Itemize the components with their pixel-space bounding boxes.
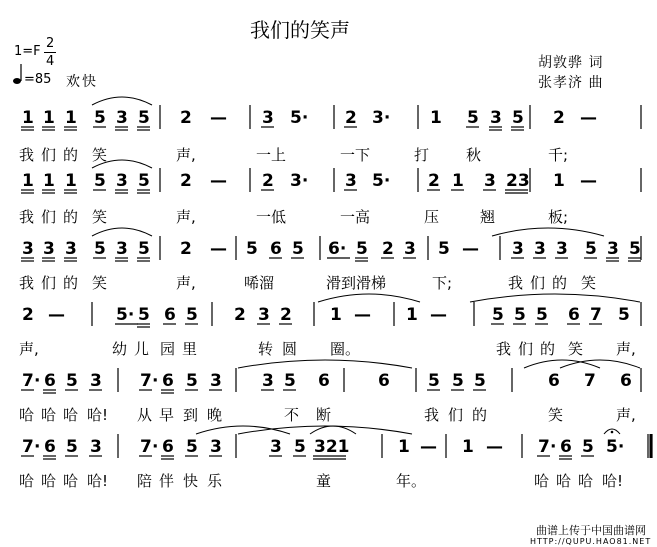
lyric: 声, — [19, 340, 39, 358]
note: 5 — [536, 305, 548, 325]
note: 1 — [462, 437, 474, 457]
note: 3 — [116, 108, 128, 128]
note: 5· — [116, 305, 135, 325]
lyric: 声, — [176, 208, 196, 226]
lyric: 一高 — [340, 208, 371, 226]
note: 3 — [607, 239, 619, 259]
lyric: 不 — [284, 406, 300, 424]
note: 5 — [292, 239, 304, 259]
lyric: 打 — [414, 146, 430, 164]
note: 5 — [186, 371, 198, 391]
lyric: 声, — [616, 340, 636, 358]
footer-url: HTTP://QUPU.HAO81.NET — [530, 537, 652, 546]
note: 5 — [438, 239, 450, 259]
slur — [92, 228, 152, 236]
note: 6 — [620, 371, 632, 391]
note: 5 — [138, 108, 150, 128]
lyric: 一低 — [256, 208, 287, 226]
note: 5 — [514, 305, 526, 325]
lyric: 伴 — [159, 472, 175, 490]
note: 7 — [584, 371, 596, 391]
note: 1 — [65, 171, 77, 191]
lyric: 一下 — [340, 146, 371, 164]
lyric: 下; — [432, 274, 453, 292]
note: 1 — [553, 171, 565, 191]
note: 5 — [629, 239, 641, 259]
note: 3 — [116, 239, 128, 259]
note: 5· — [372, 171, 391, 191]
note: 3 — [90, 437, 102, 457]
note: 3 — [484, 171, 496, 191]
lyric: 晚 — [207, 406, 223, 424]
tempo-marking: =85 — [24, 72, 52, 87]
lyric: 翘 — [480, 208, 496, 226]
lyric: 们 — [530, 274, 546, 292]
lyric: 哈! — [87, 406, 109, 424]
note: 5 — [618, 305, 630, 325]
note: — — [210, 171, 227, 191]
note: 3 — [534, 239, 546, 259]
lyric: 们 — [41, 208, 57, 226]
lyric: 的 — [552, 274, 568, 292]
lyric: 童 — [316, 472, 332, 490]
note: 3 — [262, 371, 274, 391]
lyric: 我 — [19, 146, 35, 164]
note: 6 — [162, 437, 174, 457]
note: 5 — [585, 239, 597, 259]
lyric: 哈 — [63, 406, 79, 424]
note: 1 — [406, 305, 418, 325]
note: 2 — [180, 239, 192, 259]
note: — — [48, 305, 65, 325]
lyric: 我 — [508, 274, 524, 292]
lyricist-credit: 胡敦骅 词 — [538, 55, 604, 71]
lyric: 哈 — [19, 406, 35, 424]
lyric: 圆 — [282, 340, 298, 358]
note: 6 — [162, 371, 174, 391]
note: 5· — [606, 437, 625, 457]
lyric: 幼 — [112, 340, 128, 358]
note: 1 — [43, 108, 55, 128]
lyric: 笑 — [92, 146, 108, 164]
lyric: 圈。 — [330, 340, 361, 358]
note: 1 — [43, 171, 55, 191]
note: 7 — [22, 371, 34, 391]
note: 5 — [138, 171, 150, 191]
note: 3 — [65, 239, 77, 259]
lyric: 哈 — [19, 472, 35, 490]
slur — [92, 97, 152, 105]
note: 3 — [116, 171, 128, 191]
note: 1 — [22, 108, 34, 128]
note: — — [354, 305, 371, 325]
lyric: 们 — [41, 146, 57, 164]
lyric: 声, — [616, 406, 636, 424]
lyric: 我 — [496, 340, 512, 358]
lyric: 声, — [176, 146, 196, 164]
note: 2 — [234, 305, 246, 325]
note: 321 — [314, 437, 350, 457]
lyric: 的 — [63, 274, 79, 292]
note: 1 — [430, 108, 442, 128]
lyric: 压 — [424, 208, 440, 226]
note: 7 — [140, 371, 152, 391]
note: 5 — [492, 305, 504, 325]
lyric: 们 — [448, 406, 464, 424]
lyric: 哈 — [41, 406, 57, 424]
slur — [310, 426, 356, 434]
note: 1 — [22, 171, 34, 191]
note: 7 — [590, 305, 602, 325]
lyric: 声, — [176, 274, 196, 292]
note: 6 — [270, 239, 282, 259]
note: 2 — [382, 239, 394, 259]
note: 7 — [140, 437, 152, 457]
note: 3· — [290, 171, 309, 191]
note: 5 — [452, 371, 464, 391]
note: 6 — [568, 305, 580, 325]
lyric: 笑 — [568, 340, 584, 358]
lyric: 的 — [63, 146, 79, 164]
note: 3 — [262, 108, 274, 128]
slur — [492, 228, 604, 236]
time-signature-bottom: 4 — [46, 54, 55, 69]
note: 5 — [94, 171, 106, 191]
slur — [238, 360, 412, 368]
note: 5 — [94, 239, 106, 259]
note: 3 — [556, 239, 568, 259]
note: 6· — [328, 239, 347, 259]
lyric: 笑 — [92, 274, 108, 292]
note: 6 — [44, 437, 56, 457]
lyric: 哈 — [534, 472, 550, 490]
note: · — [152, 437, 159, 457]
note: 2 — [280, 305, 292, 325]
expression-marking: 欢快 — [66, 74, 98, 90]
note: 6 — [44, 371, 56, 391]
lyric: 陪 — [137, 472, 153, 490]
lyric: 早 — [159, 406, 175, 424]
lyric: 的 — [540, 340, 556, 358]
note: 5 — [582, 437, 594, 457]
note: 5 — [474, 371, 486, 391]
slur — [318, 294, 420, 302]
lyric: 笑 — [92, 208, 108, 226]
note: 6 — [560, 437, 572, 457]
lyric: 乐 — [207, 472, 223, 490]
note: 7 — [22, 437, 34, 457]
note: 2 — [22, 305, 34, 325]
note: 3 — [404, 239, 416, 259]
note: — — [486, 437, 503, 457]
lyric: 里 — [182, 340, 198, 358]
note: — — [580, 171, 597, 191]
note: 6 — [378, 371, 390, 391]
note: 5 — [66, 371, 78, 391]
lyric: 板; — [548, 208, 569, 226]
lyric: 哈! — [602, 472, 624, 490]
lyric: 的 — [63, 208, 79, 226]
lyric: 唏溜 — [244, 274, 275, 292]
note: 3 — [270, 437, 282, 457]
note: · — [34, 371, 41, 391]
note: — — [580, 108, 597, 128]
lyric: 我 — [19, 274, 35, 292]
note: 3 — [22, 239, 34, 259]
note: 5 — [467, 108, 479, 128]
slur — [560, 360, 640, 368]
note: — — [430, 305, 447, 325]
note: 1 — [330, 305, 342, 325]
note: 3 — [490, 108, 502, 128]
lyric: 快 — [183, 472, 199, 490]
note: · — [152, 371, 159, 391]
note: 2 — [180, 171, 192, 191]
key-signature: 1=F — [14, 44, 41, 59]
lyric: 从 — [137, 406, 153, 424]
note: — — [462, 239, 479, 259]
note: 1 — [65, 108, 77, 128]
note: 6 — [548, 371, 560, 391]
lyric: 滑到滑梯 — [326, 274, 387, 292]
lyric: 哈! — [87, 472, 109, 490]
note: 3 — [210, 437, 222, 457]
lyric: 年。 — [396, 472, 427, 490]
note: 2 — [262, 171, 274, 191]
note: 5 — [246, 239, 258, 259]
note: — — [210, 239, 227, 259]
lyric: 笑 — [581, 274, 597, 292]
note: 5 — [512, 108, 524, 128]
note: · — [550, 437, 557, 457]
note: 5 — [94, 108, 106, 128]
lyric: 一上 — [256, 146, 287, 164]
note: 6 — [164, 305, 176, 325]
note: 2 — [180, 108, 192, 128]
note: 3· — [372, 108, 391, 128]
note: 3 — [90, 371, 102, 391]
lyric: 们 — [41, 274, 57, 292]
lyric: 秋 — [466, 146, 482, 164]
lyric: 的 — [472, 406, 488, 424]
lyric: 断 — [316, 406, 332, 424]
lyric: 到 — [183, 406, 199, 424]
lyric: 哈 — [41, 472, 57, 490]
fermata-dot — [611, 431, 614, 434]
note: — — [420, 437, 437, 457]
note: 5 — [66, 437, 78, 457]
footer-site: 曲谱上传于中国曲谱网 — [536, 524, 646, 537]
note: 5 — [356, 239, 368, 259]
note: 3 — [512, 239, 524, 259]
note: 5 — [294, 437, 306, 457]
note: 6 — [318, 371, 330, 391]
note: 5 — [186, 305, 198, 325]
lyric: 哈 — [63, 472, 79, 490]
note: · — [34, 437, 41, 457]
composer-credit: 张孝济 曲 — [538, 75, 604, 91]
note: 1 — [398, 437, 410, 457]
note: 3 — [258, 305, 270, 325]
lyric: 们 — [518, 340, 534, 358]
note: 23 — [506, 171, 530, 191]
note: 2 — [428, 171, 440, 191]
lyric: 我 — [19, 208, 35, 226]
note: 5· — [290, 108, 309, 128]
lyric: 千; — [548, 146, 569, 164]
note: 7 — [538, 437, 550, 457]
lyric: 笑 — [548, 406, 564, 424]
lyric: 我 — [424, 406, 440, 424]
lyric: 园 — [160, 340, 176, 358]
lyric: 哈 — [556, 472, 572, 490]
note: 2 — [553, 108, 565, 128]
note: 1 — [452, 171, 464, 191]
lyric: 哈 — [578, 472, 594, 490]
note: 5 — [138, 305, 150, 325]
note: 3 — [43, 239, 55, 259]
note: 3 — [345, 171, 357, 191]
slur — [470, 294, 640, 302]
note: 5 — [138, 239, 150, 259]
lyric: 儿 — [134, 340, 150, 358]
song-title: 我们的笑声 — [250, 18, 350, 42]
note: 5 — [284, 371, 296, 391]
note: — — [210, 108, 227, 128]
lyric: 转 — [258, 340, 274, 358]
note: 2 — [345, 108, 357, 128]
note: 3 — [210, 371, 222, 391]
note: 5 — [428, 371, 440, 391]
time-signature-top: 2 — [46, 36, 55, 51]
note: 5 — [186, 437, 198, 457]
